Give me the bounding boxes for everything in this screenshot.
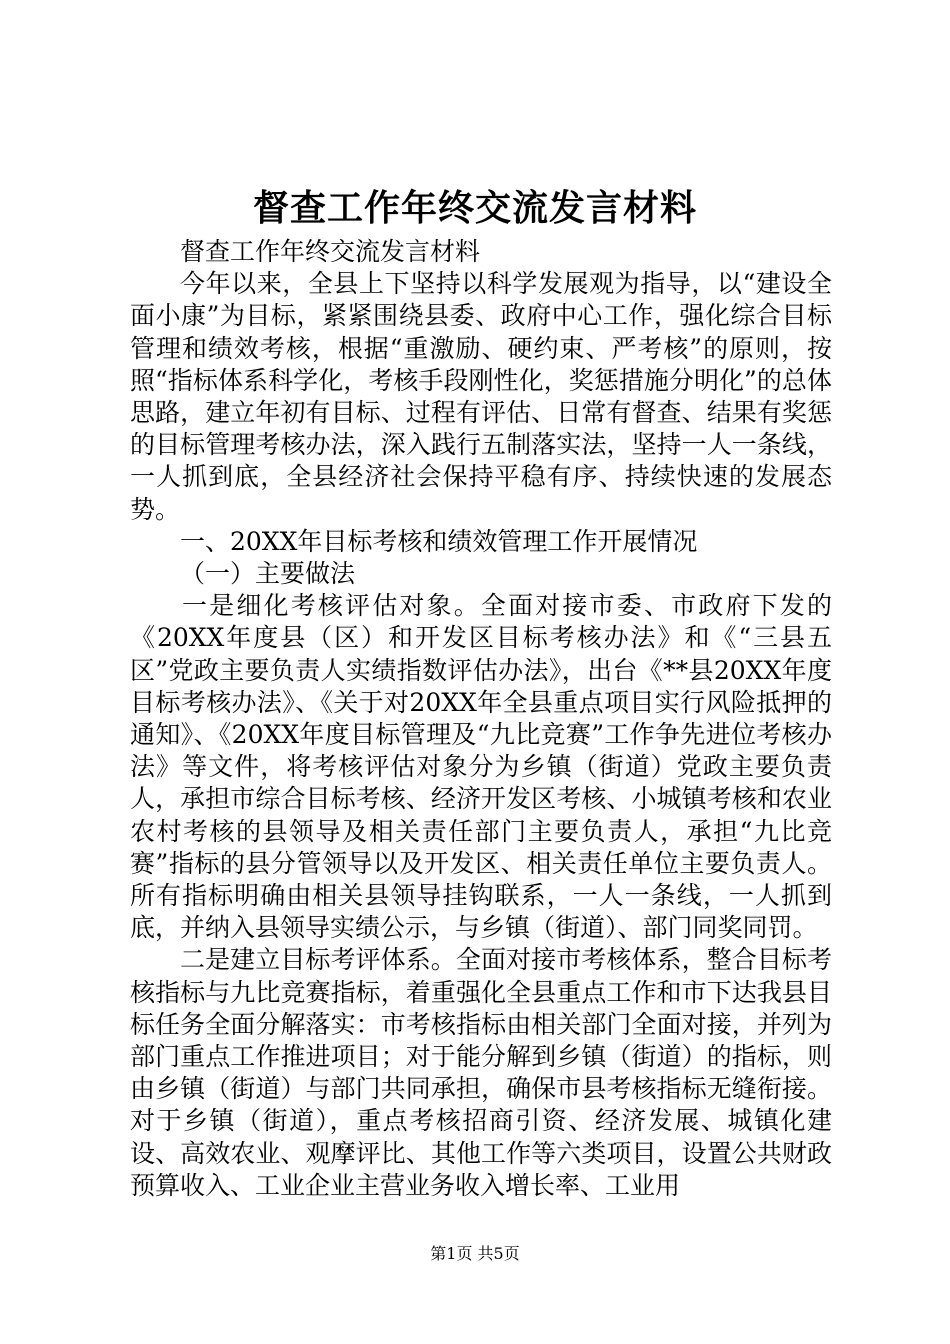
document-body xyxy=(130,236,832,1202)
page-number-footer: 第1页 共5页 xyxy=(430,1244,520,1263)
document-title: 督查工作年终交流发言材料 xyxy=(252,187,697,229)
subsection-heading: （一）主要做法 xyxy=(180,559,356,589)
intro-paragraph: 今年以来，全县上下坚持以科学发展观为指导，以“建设全面小康”为目标，紧紧围绕县委、政府中心工作，强化综合目标管理和绩效考核，根据“重激励、硬约束、严考核”的原则，按照“指标体系科学化，考核手段刚性化，奖惩措施分明化”的总体思路，建立年初有目标、过程有评估、日常有督查、结果有奖惩的目标管理考核办法，深入践行五制落实法，坚持一人一条线，一人抓到底，全县经济社会保持平稳有序、持续快速的发展态势。 xyxy=(130,269,832,524)
subtitle-paragraph: 督查工作年终交流发言材料 xyxy=(180,237,481,266)
section-heading: 一、20XX年目标考核和绩效管理工作开展情况 xyxy=(180,526,698,556)
body-paragraph: 二是建立目标考评体系。全面对接市考核体系，整合目标考核指标与九比竞赛指标，着重强化全县重点工作和市下达我县目标任务全面分解落实：市考核指标由相关部门全面对接，并列为部门重点工作推进项目；对于能分解到乡镇（街道）的指标，则由乡镇（街道）与部门共同承担，确保市县考核指标无缝衔接。对于乡镇（街道），重点考核招商引资、经济发展、城镇化建设、高效农业、观摩评比、其他工作等六类项目，设置公共财政预算收入、工业企业主营业务收入增长率、工业用 xyxy=(130,945,832,1200)
body-paragraph: 一是细化考核评估对象。全面对接市委、市政府下发的《20XX年度县（区）和开发区目标考核办法》和《“三县五区”党政主要负责人实绩指数评估办法》，出台《**县20XX年度目标考核办法》、《关于对20XX年全县重点项目实行风险抵押的通知》、《20XX年度目标管理及“九比竞赛”工作争先进位考核办法》等文件，将考核评估对象分为乡镇（街道）党政主要负责人，承担市综合目标考核、经济开发区考核、小城镇考核和农业农村考核的县领导及相关责任部门主要负责人，承担“九比竞赛”指标的县分管领导以及开发区、相关责任单位主要负责人。所有指标明确由相关县领导挂钩联系，一人一条线，一人抓到底，并纳入县领导实绩公示，与乡镇（街道）、部门同奖同罚。 xyxy=(130,591,832,943)
